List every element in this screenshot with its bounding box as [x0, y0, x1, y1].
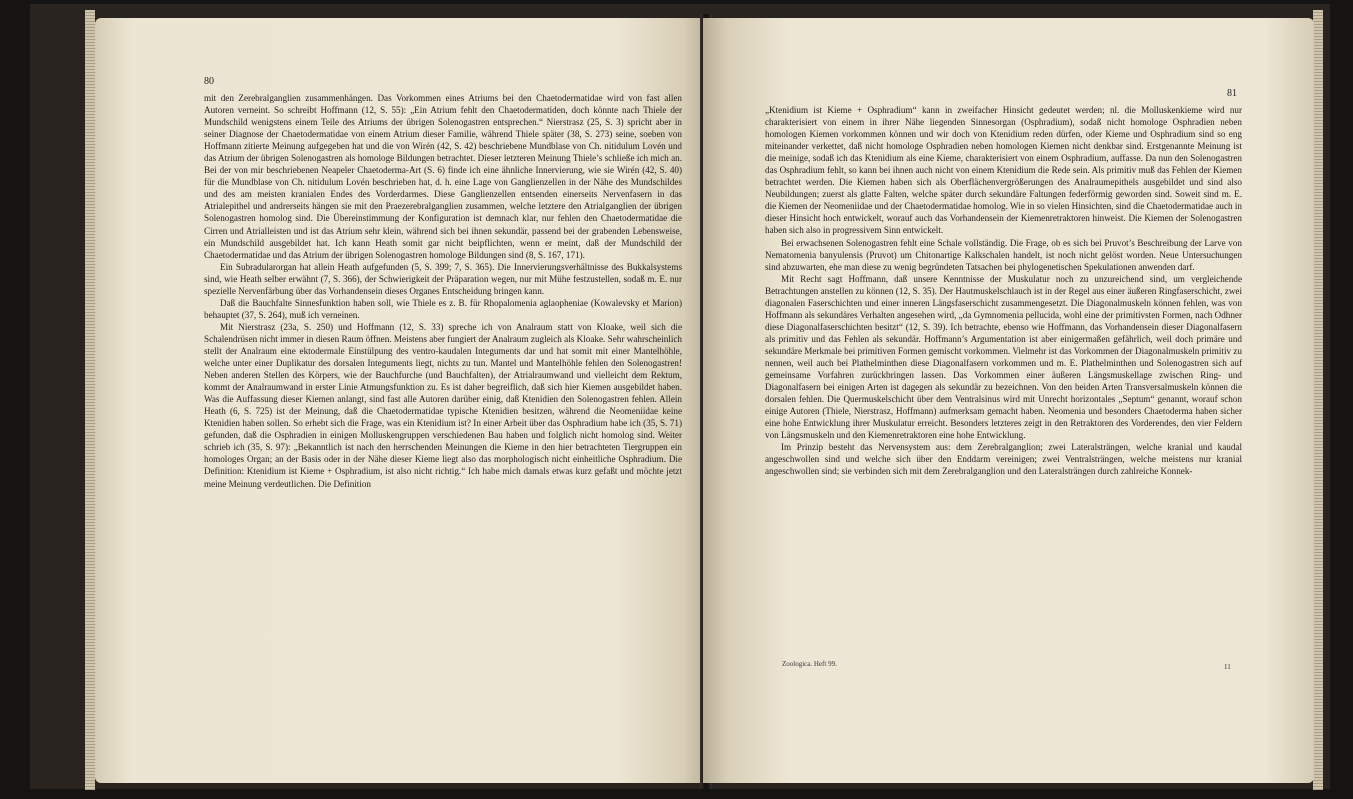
paragraph: Im Prinzip besteht das Nervensystem aus: dem Zerebralganglion; zwei Lateralsträngen, welche kranial und kaudal angeschwollen sind und welche sich über den Enddarm vereinigen; zwei Ventralsträngen, welche meistens nur kranial angeschwollen sind; sie verbinden sich mit dem Zerebralganglion und den Lateralsträngen durch zahlreiche Konnek-	[765, 442, 1242, 477]
right-page	[703, 18, 1314, 783]
footer-journal: Zoologica. Heft 99.	[782, 660, 837, 668]
right-page-edges	[1313, 10, 1323, 790]
paragraph: Ein Subradularorgan hat allein Heath aufgefunden (5, S. 399; 7, S. 365). Die Innervierungsverhältnisse des Bukkalsystems sind, wie Heath selber erwähnt (7, S. 366), der Schwierigkeit der Präparation wegen, nur mit Mühe festzustellen, sodaß m. E. nur spezielle Nervenfärbung über das Vorhandensein dieses Organes Entscheidung bringen kann.	[204, 261, 682, 296]
paragraph: mit den Zerebralganglien zusammenhängen. Das Vorkommen eines Atriums bei den Chaetodermatidae wird von fast allen Autoren verneint. So schreibt Hoffmann (12, S. 55): „Ein Atrium fehlt den Chaetodermatiden, doch könnte nach Thiele der Mundschild wenigstens einem Teile des Atriums der übrigen Solenogastren entsprechen.“ Nierstrasz (25, S. 3) spricht aber in seiner Diagnose der Chaetodermatidae von einem Atrium dieser Familie, während Thiele später (38, S. 273) seine, soeben von Hoffmann zitierte Meinung aufgegeben hat und die von Wirén (42, S. 42) beschriebene Mundblase von Ch. nitidulum Lovén und das Atrium der übrigen Solenogastren als homologe Bildungen betrachtet. Dieser letzteren Meinung Thiele’s schließe ich mich an. Bei der von mir beschriebenen Neapeler Chaetoderma-Art (S. 6) finde ich eine ähnliche Innervierung, wie sie Wirén (42, S. 40) für die Mundblase von Ch. nitidulum Lovén beschrieben hat, d. h. eine Lage von Ganglienzellen in der Nähe des Mundschildes und des am meisten kranialen Endes des Vorderdarmes. Diese Ganglienzellen entsenden einerseits Nervenfasern in das Atrialepithel und andrerseits hängen sie mit den Praezerebralganglien zusammen, welche letztere den Atrialganglien der übrigen Solenogastren homolog sind. Die Übereinstimmung der Konfiguration ist demnach klar, nur fehlen den Chaetodermatidae die Cirren und Atrialleisten und ist das Atrium sehr klein, während sich bei ihnen sekundär, passend bei der grabenden Lebensweise, ein Mundschild ausgebildet hat. Ich kann Heath somit gar nicht beipflichten, wenn er meint, daß der Mundschild der Chaetodermatidae und das Atrium der übrigen Solenogastren homologe Bildungen sind (8, S. 167, 171).	[204, 93, 682, 260]
left-page-edges	[85, 10, 95, 790]
paragraph: Daß die Bauchfalte Sinnesfunktion haben soll, wie Thiele es z. B. für Rhopalomenia aglaopheniae (Kowalevsky et Marion) behauptet (37, S. 264), muß ich verneinen.	[204, 297, 682, 320]
paragraph: Mit Nierstrasz (23a, S. 250) und Hoffmann (12, S. 33) spreche ich von Analraum statt von Kloake, weil sich die Schalendrüsen nicht immer in diesen Raum öffnen. Meistens aber fungiert der Analraum zugleich als Kloake. Sehr wahrscheinlich stellt der Analraum eine ektodermale Einstülpung des ventro-kaudalen Integuments dar und hat somit mit einer Mantelhöhle, welche unter einer Duplikatur des dorsalen Integuments liegt, nichts zu tun. Mantel und Mantelhöhle fehlen den Solenogastren! Neben anderen Stellen des Körpers, wie der Bauchfurche (und Bauchfalten), der Atrialraumwand und vielleicht dem Rektum, kommt der Analraumwand in erster Linie Atmungsfunktion zu. Es ist daher begreiflich, daß sich hier Kiemen ausgebildet haben. Was die Auffassung dieser Kiemen anlangt, sind fast alle Autoren darüber einig, daß Ktenidien den Solenogastren fehlen. Allein Heath (6, S. 725) ist der Meinung, daß die Chaetodermatidae typische Ktenidien besitzen, während die Neomeniidae keine Ktenidien haben sollen. So erhebt sich die Frage, was ein Ktenidium ist? In einer Arbeit über das Osphradium habe ich (35, S. 71) gefunden, daß die Osphradien in einigen Molluskengruppen verschiedenen Bau haben und folglich nicht homolog sind. Weiter schrieb ich (35, S. 97): „Bekanntlich ist nach den herrschenden Meinungen die Kieme in den hier betrachteten Tiergruppen ein homologes Organ; an der Basis oder in der Nähe dieser Kieme liegt also das morphologisch nicht einheitliche Osphradium. Die Definition: Ktenidium ist Kieme + Osphradium, ist also nicht richtig.“ Ich habe mich damals etwas kurz gefaßt und möchte jetzt meine Meinung verdeutlichen. Die Definition	[204, 321, 682, 489]
paragraph: Bei erwachsenen Solenogastren fehlt eine Schale vollständig. Die Frage, ob es sich bei Pruvot’s Beschreibung der Larve von Nematomenia banyulensis (Pruvot) um Chitonartige Kalkschalen handelt, ist noch nicht gelöst worden. Neue Untersuchungen sind abzuwarten, ehe man diese zu wenig begründeten Tatsachen bei phylogenetischen Spekulationen anwenden darf.	[765, 237, 1242, 272]
paragraph: Mit Recht sagt Hoffmann, daß unsere Kenntnisse der Muskulatur noch zu unzureichend sind, um vergleichende Betrachtungen anstellen zu können (12, S. 35). Der Hautmuskelschlauch ist in der Regel aus einer äußeren Ringfaserschicht, zwei diagonalen Faserschichten und einer inneren Längsfaserschicht zusammengesetzt. Die Diagonalmuskeln können fehlen, was von Hoffmann als sekundäres Verhalten angesehen wird, „da Gymnomenia pellucida, wohl eine der primitivsten Formen, nach Odhner diese Diagonalfaserschichten besitzt“ (12, S. 39). Ich betrachte, ebenso wie Hoffmann, das Vorhandensein dieser Diagonalfasern als primitiv und das Fehlen als sekundär. Hoffmann’s Argumentation ist aber einigermaßen gefährlich, weil doch primäre und sekundäre Merkmale bei primitiven Formen gemischt vorkommen. Vielmehr ist das Vorkommen der Diagonalmuskeln primitiv zu nennen, weil auch bei Plathelminthen diese Diagonalfasern vorkommen und m. E. Plathelminthen und Solenogastren sich auf gemeinsame Vorfahren zurückbringen lassen. Das Vorkommen einer äußeren Längsmuskellage zwischen Ring- und Diagonalfasern bei einigen Arten ist dagegen als sekundär zu bezeichnen. Von den beiden Arten Transversalmuskeln können die dorsalen fehlen. Die Quermuskelschicht über dem Ventralsinus wird mit Unrecht horizontales „Septum“ genannt, worauf schon einige Autoren (Thiele, Nierstrasz, Hoffmann) aufmerksam gemacht haben. Neomenia und besonders Chaetoderma haben sicher eine hohe Entwicklung ihrer Muskulatur erreicht. Besonders letzteres zeigt in den Retraktoren des Vorderendes, den vier Feldern von Längsmuskeln und den Kiemenretraktoren eine hohe Entwicklung.	[765, 273, 1242, 441]
right-page-number: 81	[1227, 88, 1237, 99]
right-page-text	[765, 104, 1242, 477]
book-spread	[30, 4, 1330, 789]
left-page-number: 80	[204, 76, 214, 87]
footer-signature: 11	[1224, 663, 1231, 671]
left-page	[95, 18, 708, 783]
paragraph: „Ktenidium ist Kieme + Osphradium“ kann in zweifacher Hinsicht gedeutet werden; nl. die Molluskenkieme wird nur charakterisiert von einem in ihrer Nähe liegenden Sinnesorgan (Osphradium), sodaß nicht homologe Osphradien neben homologen Kiemen vorkommen können und wir doch von Ktenidium reden dürfen, oder Kieme und Osphradium sind so eng miteinander verkettet, daß nicht homologe Osphradien neben homologen Kiemen nicht denkbar sind. Erstgenannte Meinung ist die meinige, sodaß ich das Ktenidium als eine Kieme, charakterisiert von einem Osphradium, auffasse. Da nun den Solenogastren das Osphradium fehlt, so kann bei ihnen auch nicht von einem Ktenidium die Rede sein. Als primitiv muß das Fehlen der Kiemen betrachtet werden. Die Kiemen haben sich als Oberflächenvergrößerungen des Analraumepithels ausgebildet und sind also Neubildungen; zuerst als glatte Falten, welche später durch sekundäre Faltungen federförmig geworden sind. Soweit sind m. E. die Kiemen der Neomeniidae und der Chaetodermatidae homolog. Wie in so vielen Hinsichten, sind die Chaetodermatidae auch in dieser Hinsicht hoch entwickelt, worauf auch das Vorhandensein der Kiemenretraktoren hinweist. Die Kiemen der Solenogastren haben sich also in progressivem Sinn entwickelt.	[765, 105, 1242, 236]
left-page-text	[204, 92, 682, 490]
